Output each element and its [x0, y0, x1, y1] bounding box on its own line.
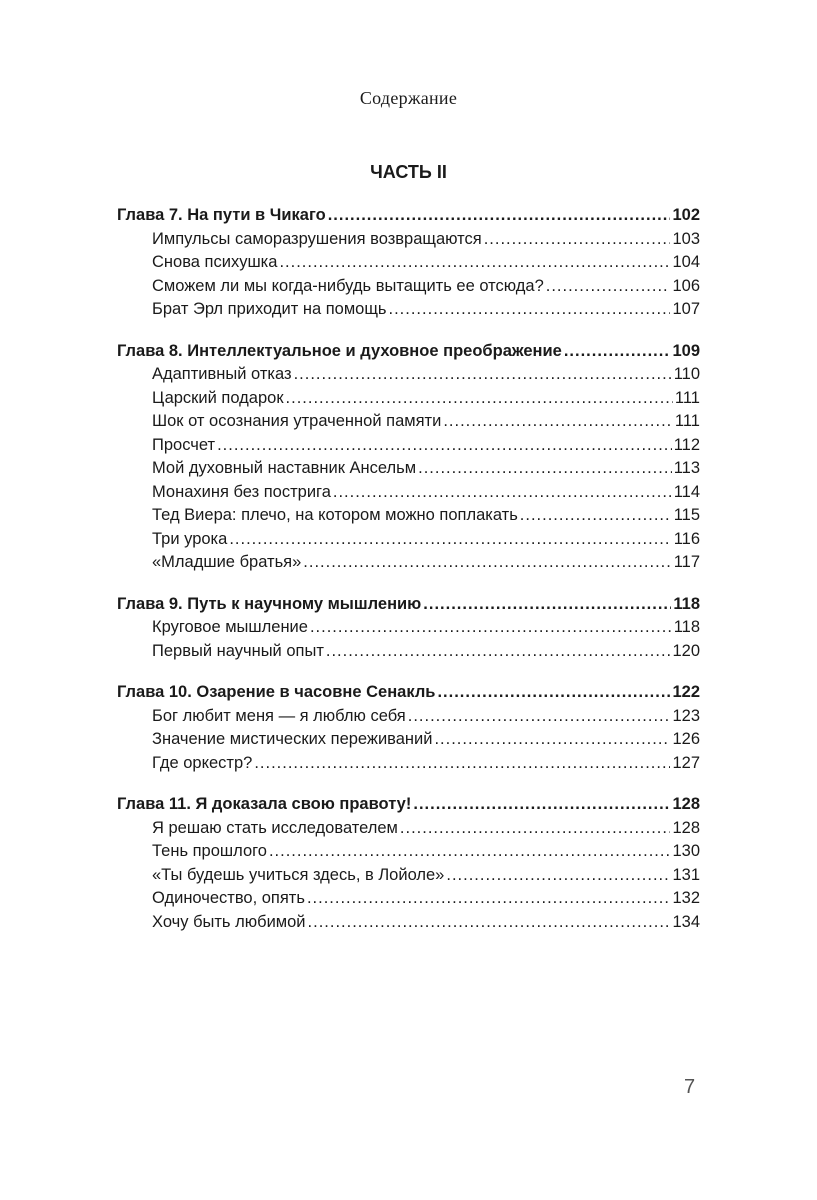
toc-section-entry-title: «Ты будешь учиться здесь, в Лойоле» — [152, 865, 445, 884]
toc-section-entry-title: Монахиня без пострига — [152, 482, 331, 501]
toc-chapter-entry-page: 122 — [672, 683, 700, 701]
toc-section-entry[interactable] — [117, 363, 700, 387]
dot-leader — [307, 887, 671, 911]
dot-leader — [546, 275, 671, 299]
toc-section-entry-page: 103 — [672, 229, 700, 248]
dot-leader — [484, 228, 671, 252]
toc-chapter-entry-page: 128 — [672, 795, 700, 813]
toc-section-entry-title: Снова психушка — [152, 253, 278, 271]
toc-chapter-entry[interactable] — [117, 793, 700, 817]
toc-section-entry[interactable] — [117, 640, 700, 664]
toc-section-entry-page: 128 — [672, 818, 700, 837]
toc-section-entry-title: Мой духовный наставник Ансельм — [152, 459, 417, 477]
toc-section-entry-title: Тень прошлого — [152, 842, 267, 860]
toc-section-entry-page: 118 — [673, 618, 700, 636]
toc-chapter — [117, 593, 700, 664]
toc-section-entry-title: Импульсы саморазрушения возвращаются — [152, 229, 482, 248]
dot-leader — [229, 528, 671, 552]
toc-section-entry-page: 134 — [672, 912, 700, 931]
dot-leader — [333, 481, 672, 505]
toc-section-entry[interactable] — [117, 251, 700, 275]
toc-chapter-entry-title: Глава 8. Интеллектуальное и духовное преображение — [117, 341, 562, 360]
dot-leader — [443, 410, 673, 434]
toc-section-entry[interactable] — [117, 457, 700, 481]
toc-section-entry-page: 111 — [674, 412, 700, 430]
part-title: ЧАСТЬ II — [370, 162, 447, 182]
toc-section-entry[interactable] — [117, 228, 700, 252]
dot-leader — [310, 616, 672, 640]
toc-section-entry[interactable] — [117, 387, 700, 411]
toc-section-entry-title: Брат Эрл приходит на помощь — [152, 300, 387, 318]
toc-section-entry-title: Одиночество, опять — [152, 889, 305, 907]
dot-leader — [254, 752, 670, 776]
dot-leader — [446, 864, 670, 888]
toc-section-entry-page: 106 — [672, 276, 700, 295]
toc-section-entry-title: Значение мистических переживаний — [152, 730, 433, 748]
toc-chapter-entry[interactable] — [117, 593, 700, 617]
dot-leader — [217, 434, 672, 458]
dot-leader — [520, 504, 672, 528]
toc-chapter-entry-title: Глава 9. Путь к научному мышлению — [117, 594, 422, 613]
toc-section-entry-page: 120 — [672, 641, 700, 660]
toc-chapter-entry-title: Глава 11. Я доказала свою правоту! — [117, 795, 412, 813]
toc-section-entry[interactable] — [117, 434, 700, 458]
toc-section-entry-page: 107 — [672, 300, 700, 318]
dot-leader — [413, 793, 670, 817]
toc-section-entry[interactable] — [117, 616, 700, 640]
dot-leader — [328, 204, 671, 228]
toc-section-entry[interactable] — [117, 705, 700, 729]
toc-section-entry-page: 130 — [672, 842, 700, 860]
dot-leader — [326, 640, 671, 664]
toc-section-entry-title: Тед Виера: плечо, на котором можно поплакать — [152, 506, 518, 524]
toc-chapter-entry-page: 109 — [672, 341, 700, 360]
dot-leader — [408, 705, 671, 729]
page-number: 7 — [684, 1076, 696, 1098]
toc-section-entry-title: Где оркестр? — [152, 753, 253, 772]
toc-section-entry-title: Я решаю стать исследователем — [152, 818, 398, 837]
toc-chapter-entry[interactable] — [117, 204, 700, 228]
toc-section-entry-page: 126 — [672, 730, 700, 748]
dot-leader — [308, 911, 671, 935]
toc-section-entry[interactable] — [117, 911, 700, 935]
toc-section-entry-page: 131 — [672, 865, 700, 884]
toc-section-entry-title: Хочу быть любимой — [152, 912, 306, 931]
dot-leader — [294, 363, 672, 387]
toc-section-entry-title: Адаптивный отказ — [152, 365, 292, 383]
toc-section-entry-title: Просчет — [152, 435, 216, 454]
toc-section-entry-page: 117 — [673, 553, 700, 571]
toc-section-entry-page: 116 — [673, 529, 700, 548]
dot-leader — [434, 728, 670, 752]
toc-section-entry[interactable] — [117, 840, 700, 864]
toc-chapter-entry-title: Глава 7. На пути в Чикаго — [117, 206, 326, 224]
toc-section-entry-title: Сможем ли мы когда-нибудь вытащить ее отсюда? — [152, 276, 544, 295]
toc-section-entry[interactable] — [117, 410, 700, 434]
toc-section-entry-title: Царский подарок — [152, 388, 284, 407]
toc-section-entry-title: Круговое мышление — [152, 618, 308, 636]
toc-section-entry-page: 123 — [672, 706, 700, 725]
toc-section-entry[interactable] — [117, 275, 700, 299]
toc-chapter-entry-page: 118 — [673, 594, 700, 613]
toc-section-entry[interactable] — [117, 864, 700, 888]
toc-chapter — [117, 681, 700, 775]
dot-leader — [400, 817, 671, 841]
dot-leader — [279, 251, 670, 275]
running-head: Содержание — [359, 88, 458, 108]
toc-section-entry[interactable] — [117, 728, 700, 752]
dot-leader — [564, 340, 671, 364]
toc-section-entry-title: Первый научный опыт — [152, 641, 324, 660]
toc-section-entry[interactable] — [117, 817, 700, 841]
toc-section-entry[interactable] — [117, 752, 700, 776]
dot-leader — [389, 298, 671, 322]
toc-section-entry-page: 104 — [672, 253, 700, 271]
dot-leader — [303, 551, 671, 575]
toc-section-entry[interactable] — [117, 298, 700, 322]
toc-section-entry-page: 127 — [672, 753, 700, 772]
toc-section-entry[interactable] — [117, 528, 700, 552]
toc-section-entry[interactable] — [117, 551, 700, 575]
table-of-contents — [117, 204, 700, 952]
toc-section-entry[interactable] — [117, 887, 700, 911]
toc-chapter — [117, 340, 700, 575]
toc-section-entry-title: «Младшие братья» — [152, 553, 302, 571]
toc-section-entry-page: 112 — [673, 435, 700, 454]
dot-leader — [437, 681, 670, 705]
toc-section-entry-page: 110 — [673, 365, 700, 383]
toc-chapter-entry-page: 102 — [672, 206, 700, 224]
toc-section-entry-title: Три урока — [152, 529, 228, 548]
toc-section-entry-page: 115 — [673, 506, 700, 524]
dot-leader — [418, 457, 672, 481]
toc-chapter-entry[interactable] — [117, 681, 700, 705]
toc-section-entry-page: 132 — [672, 889, 700, 907]
toc-section-entry[interactable] — [117, 481, 700, 505]
dot-leader — [423, 593, 671, 617]
dot-leader — [269, 840, 671, 864]
toc-section-entry-page: 114 — [673, 482, 700, 501]
toc-section-entry-title: Бог любит меня — я люблю себя — [152, 706, 406, 725]
toc-section-entry-title: Шок от осознания утраченной памяти — [152, 412, 442, 430]
toc-section-entry-page: 113 — [673, 459, 700, 477]
toc-section-entry[interactable] — [117, 504, 700, 528]
toc-chapter — [117, 793, 700, 934]
dot-leader — [286, 387, 673, 411]
toc-chapter-entry-title: Глава 10. Озарение в часовне Сенакль — [117, 683, 436, 701]
toc-chapter-entry[interactable] — [117, 340, 700, 364]
toc-chapter — [117, 204, 700, 322]
toc-section-entry-page: 111 — [674, 388, 700, 407]
